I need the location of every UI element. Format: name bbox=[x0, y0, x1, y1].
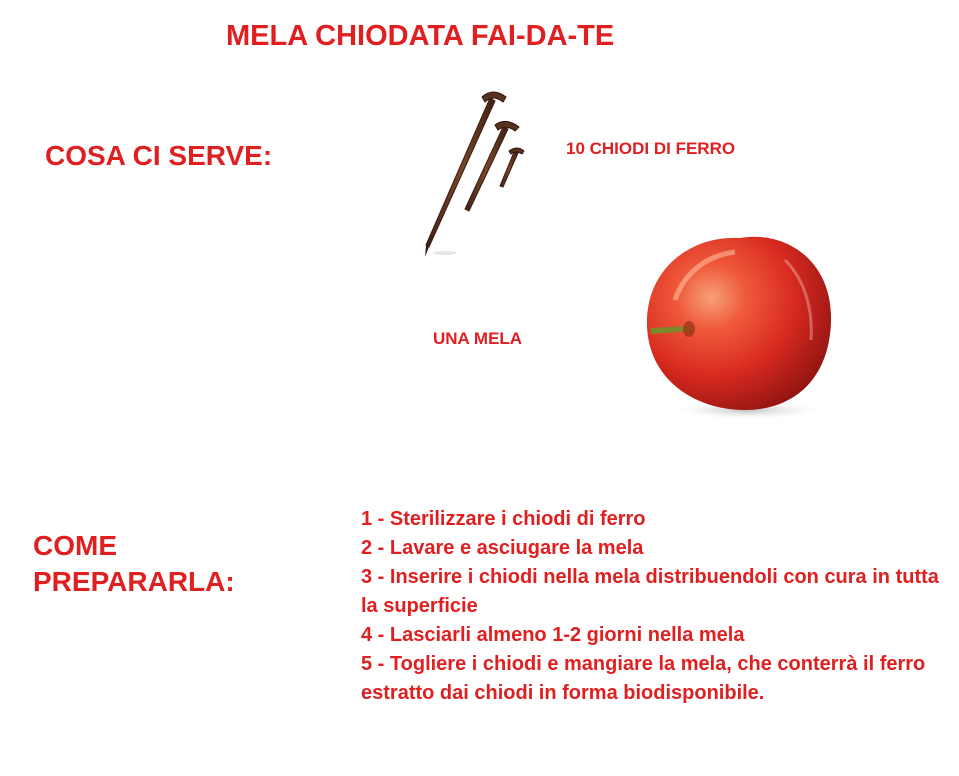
page-title: MELA CHIODATA FAI-DA-TE bbox=[226, 20, 615, 52]
apple-image bbox=[635, 230, 845, 425]
step-item: 5 - Togliere i chiodi e mangiare la mela, che conterrà il ferro estratto dai chiodi in forma biodisponibile. bbox=[361, 653, 926, 704]
preparation-heading: COME PREPARARLA: bbox=[33, 530, 235, 597]
nails-image bbox=[405, 85, 545, 265]
apple-label: UNA MELA bbox=[433, 329, 523, 348]
ingredients-heading: COSA CI SERVE: bbox=[45, 140, 273, 171]
step-item: 3 - Inserire i chiodi nella mela distribuendoli con cura in tutta la superficie bbox=[361, 566, 939, 617]
nail-long bbox=[425, 92, 506, 257]
nail-small bbox=[500, 148, 524, 187]
step-item: 4 - Lasciarli almeno 1-2 giorni nella mela bbox=[361, 624, 745, 646]
preparation-steps bbox=[361, 505, 941, 708]
nails-label: 10 CHIODI DI FERRO bbox=[566, 139, 736, 158]
step-item: 1 - Sterilizzare i chiodi di ferro bbox=[361, 508, 646, 530]
step-item: 2 - Lavare e asciugare la mela bbox=[361, 537, 644, 559]
